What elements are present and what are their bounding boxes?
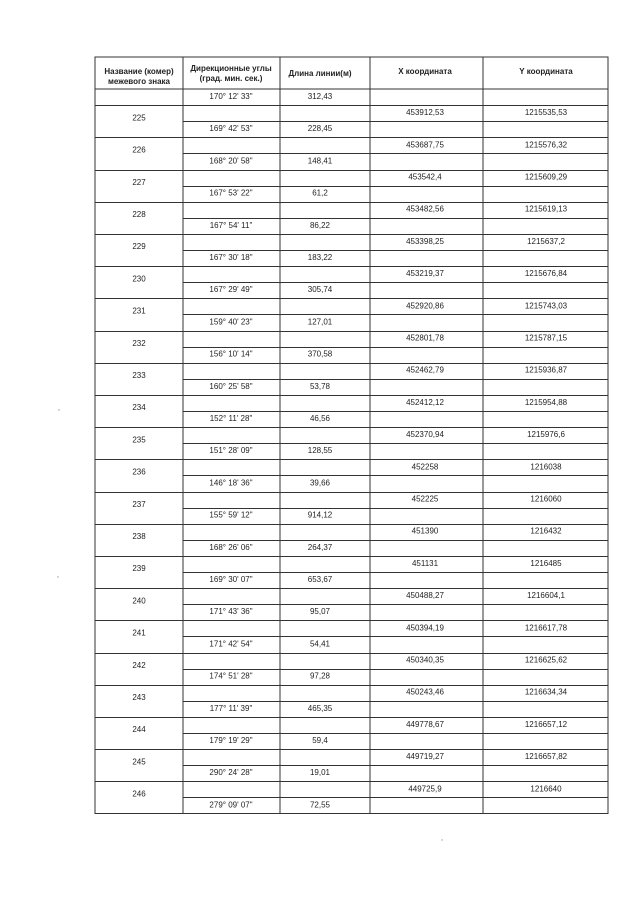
scan-speck	[441, 839, 442, 840]
segment-length: 97,28	[309, 671, 331, 681]
point-y-coordinate: 1216432	[530, 526, 562, 536]
point-y-coordinate: 1215535,53	[524, 108, 568, 118]
point-name: 241	[132, 628, 146, 638]
point-x-coordinate: 452258	[411, 462, 439, 472]
point-name: 245	[132, 757, 146, 767]
point-name: 244	[132, 725, 146, 735]
point-x-coordinate: 451131	[411, 558, 439, 568]
segment-angle: 167° 53' 22"	[209, 188, 253, 198]
segment-length: 128,55	[307, 446, 333, 456]
point-name: 246	[132, 789, 146, 799]
point-x-coordinate: 450243,46	[406, 687, 444, 697]
point-y-coordinate: 1215619,13	[524, 204, 568, 214]
point-name: 227	[132, 177, 146, 187]
point-name: 239	[132, 564, 146, 574]
header-angle-line2: (град. мин. сек.)	[199, 74, 263, 83]
point-y-coordinate: 1215609,29	[524, 172, 568, 182]
point-name: 226	[132, 145, 146, 155]
segment-length: 54,41	[309, 639, 331, 649]
segment-angle: 156° 10' 14"	[209, 349, 253, 359]
segment-length: 127,01	[307, 317, 333, 327]
segment-angle: 146° 18' 36"	[209, 478, 253, 488]
segment-angle: 168° 26' 06"	[209, 542, 253, 552]
segment-angle: 179° 19' 29"	[209, 736, 253, 745]
point-y-coordinate: 1215976,6	[527, 430, 565, 440]
segment-angle: 159° 40' 23"	[209, 317, 253, 327]
segment-length: 61,2	[312, 188, 328, 198]
point-y-coordinate: 1216657,12	[524, 719, 568, 729]
segment-length: 59,4	[312, 736, 328, 745]
point-x-coordinate: 451390	[411, 526, 439, 536]
point-x-coordinate: 452225	[411, 494, 439, 504]
point-name: 230	[132, 274, 146, 284]
point-x-coordinate: 453219,37	[406, 269, 444, 279]
segment-angle: 177° 11' 39"	[209, 703, 253, 713]
point-x-coordinate: 452462,79	[406, 365, 444, 375]
segment-length: 305,74	[307, 285, 333, 295]
segment-angle: 169° 42' 53"	[209, 124, 253, 134]
segment-length: 19,01	[309, 768, 331, 778]
segment-angle: 167° 30' 18"	[209, 253, 253, 262]
segment-angle: 279° 09' 07"	[209, 800, 253, 810]
segment-angle: 171° 43' 36"	[209, 607, 253, 617]
point-name: 240	[132, 596, 146, 606]
point-name: 242	[132, 660, 146, 670]
point-x-coordinate: 449725,9	[408, 784, 442, 794]
segment-angle: 160° 25' 58"	[209, 381, 253, 391]
point-y-coordinate: 1216640	[530, 784, 562, 794]
point-name: 237	[132, 499, 146, 509]
segment-length: 86,22	[309, 220, 331, 230]
point-x-coordinate: 452920,86	[406, 301, 444, 311]
point-x-coordinate: 453482,56	[406, 204, 444, 214]
point-name: 234	[132, 403, 146, 413]
segment-angle: 167° 29' 49"	[209, 285, 253, 295]
point-y-coordinate: 1216604,1	[527, 591, 565, 601]
segment-length: 312,43	[307, 92, 333, 101]
segment-angle: 174° 51' 28"	[209, 671, 253, 681]
segment-length: 653,67	[307, 575, 333, 584]
point-x-coordinate: 452370,94	[406, 430, 444, 440]
segment-angle: 170° 12' 33"	[209, 92, 253, 101]
segment-length: 465,35	[307, 703, 333, 713]
point-name: 229	[132, 242, 146, 252]
point-y-coordinate: 1215936,87	[524, 365, 568, 375]
segment-angle: 168° 20' 58"	[209, 156, 253, 166]
point-x-coordinate: 450394,19	[406, 623, 444, 633]
point-name: 236	[132, 467, 146, 477]
segment-angle: 152° 11' 28"	[209, 414, 253, 423]
point-x-coordinate: 453542,4	[408, 172, 442, 182]
segment-length: 183,22	[307, 253, 333, 262]
point-y-coordinate: 1216038	[530, 462, 562, 472]
segment-angle: 167° 54' 11"	[209, 220, 253, 230]
point-y-coordinate: 1216485	[530, 558, 562, 568]
point-x-coordinate: 449719,27	[406, 752, 444, 762]
point-name: 238	[132, 532, 146, 541]
point-x-coordinate: 453912,53	[406, 108, 444, 118]
point-y-coordinate: 1215743,03	[524, 301, 568, 311]
point-y-coordinate: 1215637,2	[527, 236, 565, 246]
point-x-coordinate: 450340,35	[406, 655, 444, 665]
segment-length: 39,66	[309, 478, 331, 488]
point-y-coordinate: 1216617,78	[524, 623, 568, 633]
segment-angle: 155° 59' 12"	[209, 510, 253, 520]
segment-angle: 171° 42' 54"	[209, 639, 253, 649]
point-x-coordinate: 453398,25	[406, 236, 444, 246]
point-name: 232	[132, 338, 146, 348]
header-name-line1: Название (комер)	[104, 67, 174, 76]
point-name: 235	[132, 435, 146, 445]
segment-length: 46,56	[309, 414, 331, 423]
point-y-coordinate: 1215787,15	[524, 333, 568, 343]
point-name: 233	[132, 371, 146, 380]
segment-angle: 290° 24' 28"	[209, 768, 253, 778]
point-name: 243	[132, 693, 146, 702]
segment-length: 914,12	[307, 510, 333, 520]
header-length: Длина линии(м)	[288, 69, 352, 78]
point-x-coordinate: 453687,75	[406, 140, 444, 150]
point-x-coordinate: 452412,12	[406, 397, 444, 407]
point-y-coordinate: 1215576,32	[524, 140, 568, 150]
segment-angle: 151° 28' 09"	[209, 446, 253, 456]
point-x-coordinate: 450488,27	[406, 591, 444, 601]
point-y-coordinate: 1216060	[530, 494, 562, 504]
header-angle-line1: Дирекционные углы	[190, 64, 272, 73]
point-y-coordinate: 1215954,88	[524, 397, 568, 407]
point-name: 225	[132, 113, 146, 123]
segment-length: 95,07	[309, 607, 331, 617]
point-y-coordinate: 1216625,62	[524, 655, 568, 665]
segment-length: 53,78	[309, 381, 331, 391]
scan-speck	[57, 576, 58, 577]
segment-length: 148,41	[307, 156, 333, 166]
segment-angle: 169° 30' 07"	[209, 575, 253, 584]
point-y-coordinate: 1215676,84	[524, 269, 568, 279]
point-x-coordinate: 452801,78	[406, 333, 444, 343]
segment-length: 264,37	[307, 542, 333, 552]
segment-length: 370,58	[307, 349, 333, 359]
header-name-line2: межевого знака	[107, 77, 171, 86]
point-name: 228	[132, 210, 146, 219]
header-y-coordinate: Y координата	[519, 67, 573, 76]
header-x-coordinate: X координата	[398, 67, 452, 76]
point-y-coordinate: 1216634,34	[524, 687, 568, 697]
point-name: 231	[132, 306, 146, 316]
segment-length: 228,45	[307, 124, 333, 134]
segment-length: 72,55	[309, 800, 331, 810]
point-y-coordinate: 1216657,82	[524, 752, 568, 762]
point-x-coordinate: 449778,67	[406, 719, 444, 729]
scan-speck	[58, 409, 59, 410]
